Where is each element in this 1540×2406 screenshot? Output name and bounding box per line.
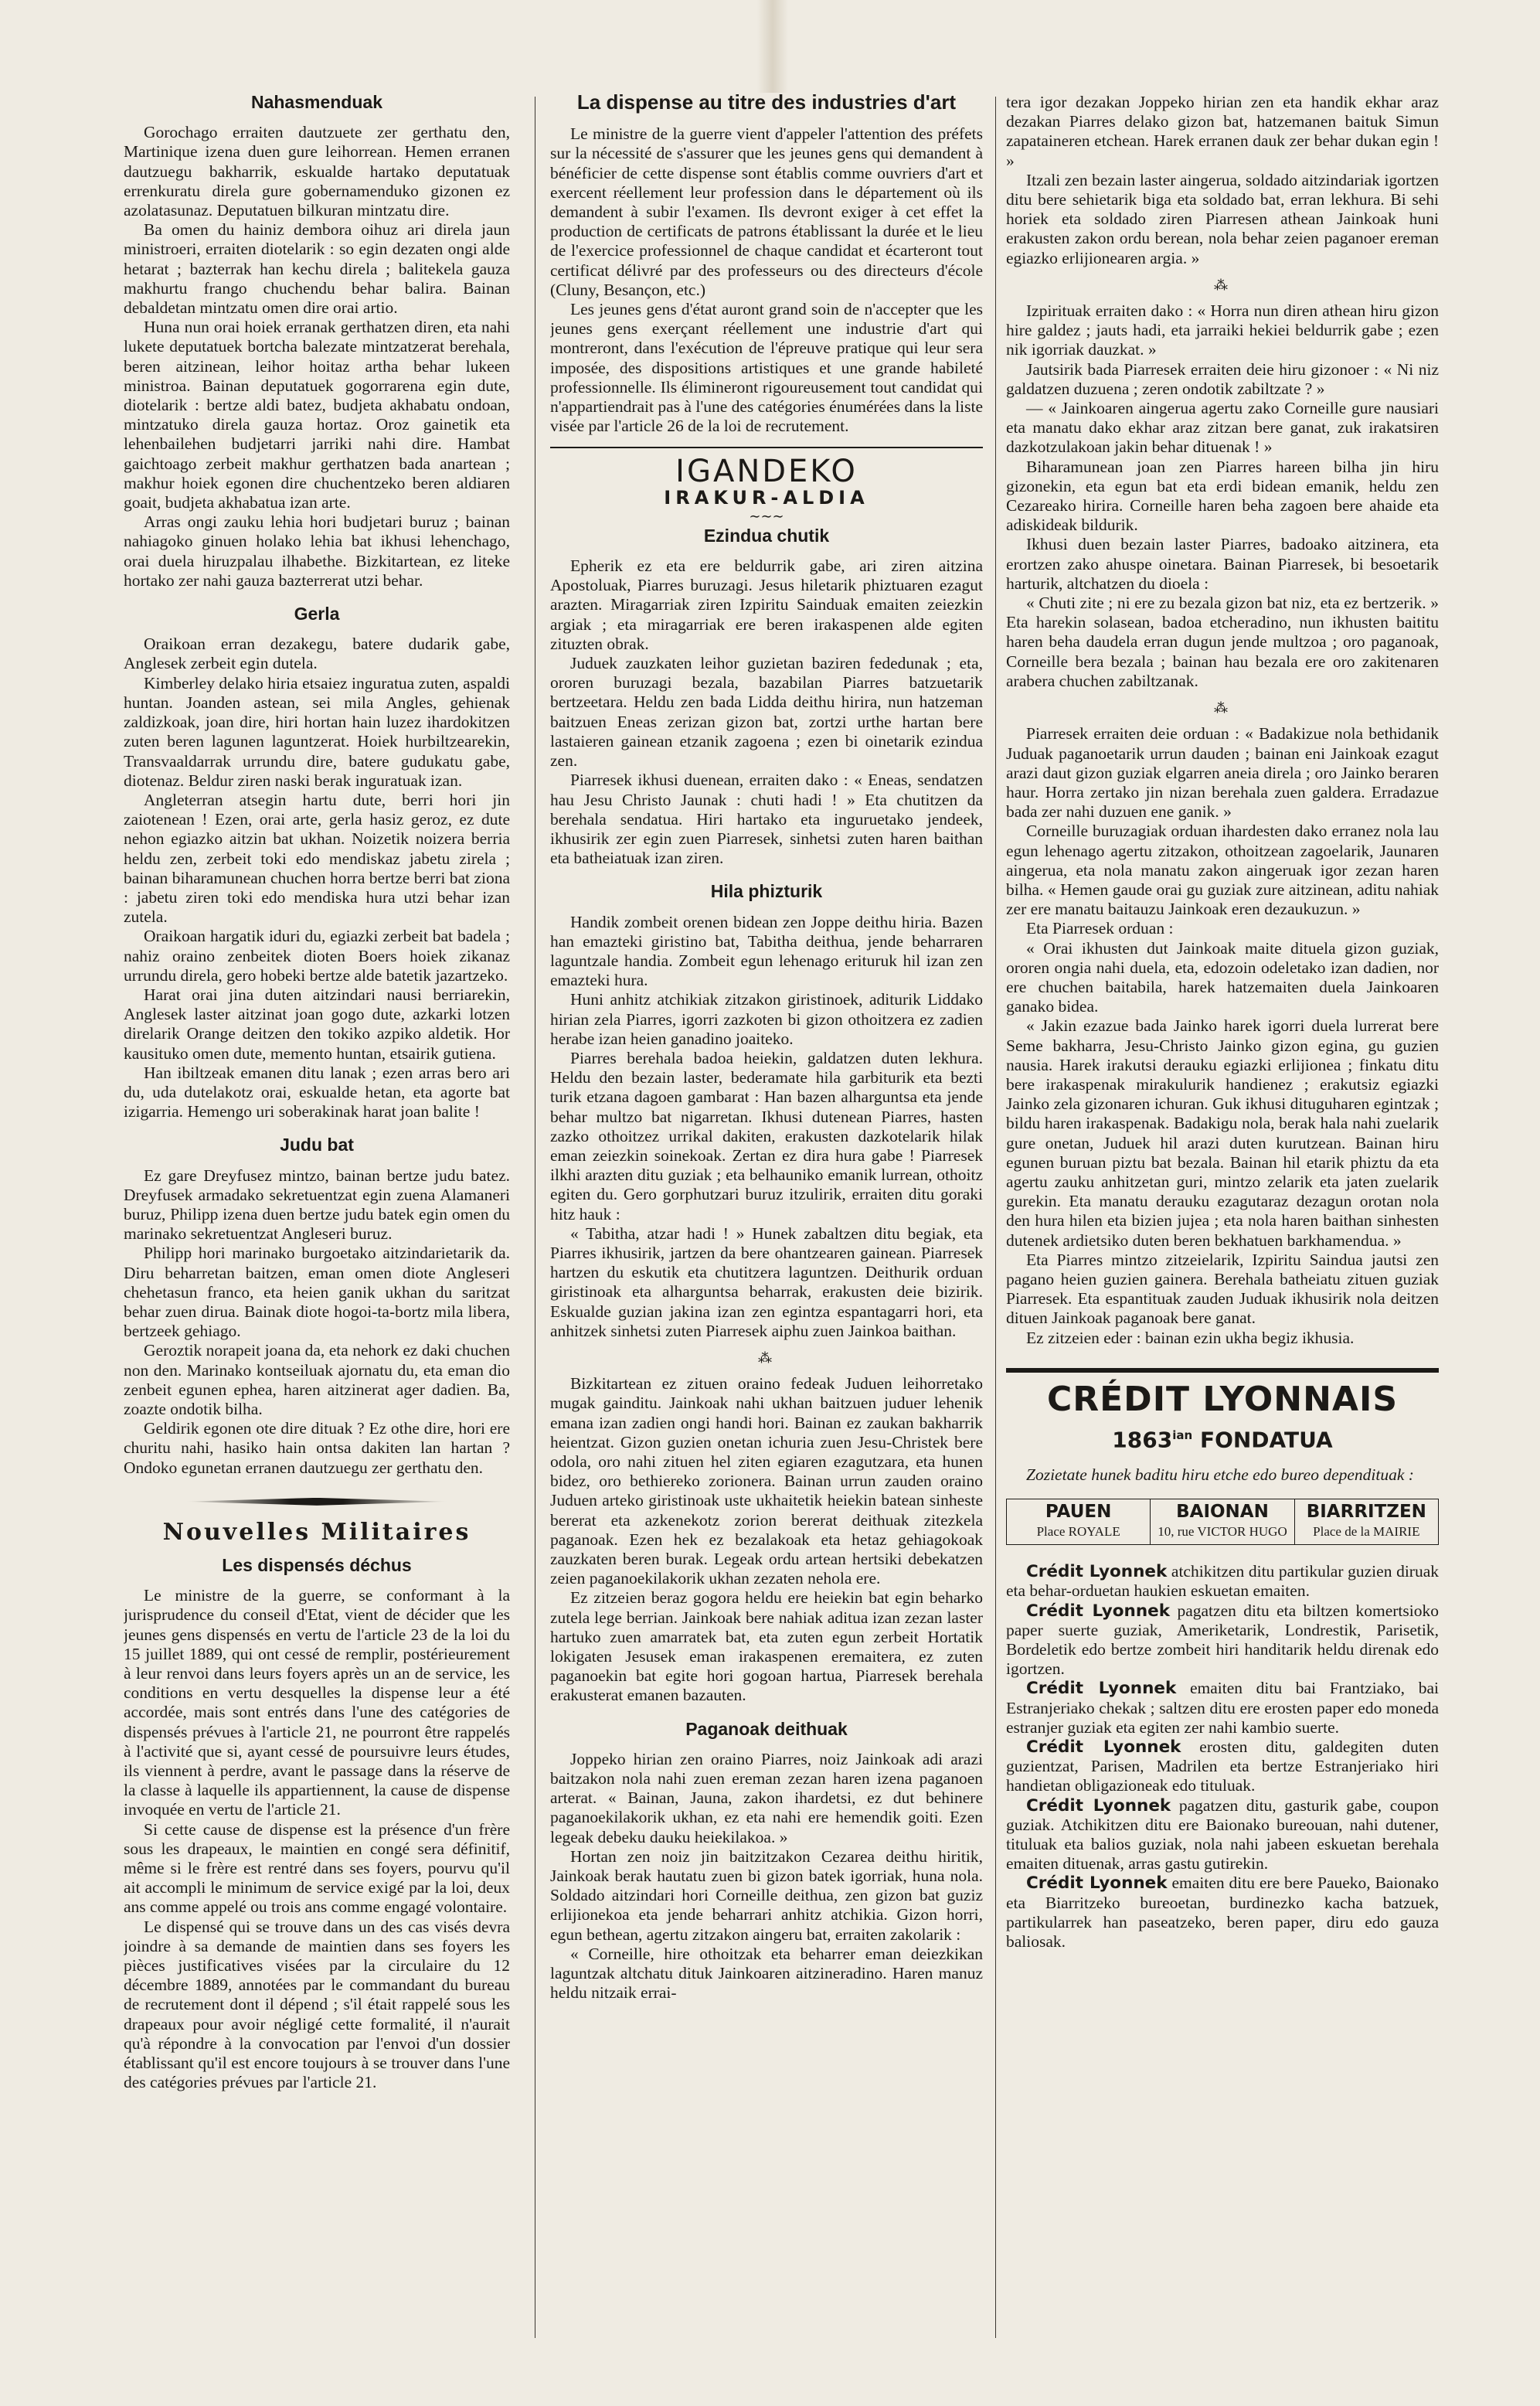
- section-banner: Nouvelles Militaires: [162, 1518, 471, 1546]
- column-right: [1006, 93, 1439, 2380]
- paragraph: Piarres berehala badoa heiekin, galdatzen duten lekhura. Heldu den bezain laster, bederamate hila garbiturik eta bezti turik etzana dagoen gambarat : Han bazen alharguntsa eta jende behar multzo bat nigarretan. Ikhusi dutenean Piarres, hasten zazko othoitzez urrikal dakiten, erakusten dazkotelarik hilak eman zeiezkin soinekoak. Zertan ez dira hura gabe ! Piarresek ilkhi arazten ditu guziak ; eta belhauniko emanik lurrean, othoitz egiten du. Gero gorphutzari buruz itzulirik, erraiten ditu goraki hitz hauk :: [550, 1048, 983, 1223]
- ad-paragraph: [1006, 1679, 1439, 1737]
- ad-label: Crédit Lyonnek: [1026, 1795, 1171, 1816]
- wave-ornament: ∼∼∼: [749, 508, 784, 524]
- paragraph: Piarresek ikhusi duenean, erraiten dako : « Eneas, sendatzen hau Jesu Christo Jaunak : chuti hadi ! » Eta chutitzen da berehala sendatua. Hiri hartako eta inguruetako jendeek, ikhusirik zer egin zuen Piarresek, sinhetsi zuten haren baithan eta batheiatuak izan ziren.: [550, 771, 983, 868]
- branch-table: [1006, 1499, 1439, 1545]
- paragraph: Le ministre de la guerre vient d'appeler l'attention des préfets sur la nécessité de s'assurer que les jeunes gens qui demandent à bénéficier de cette dispense sont établis comme ouvriers d'art et exercent réellement leur profession dans le département où ils demandent à subir l'examen. Ils devront exiger à cet effet la production de certificats de patrons établissant la durée et le lieu de l'exercice professionnel de chaque candidat et écarteront tout certificat délivré par des professeurs ou des directeurs d'école (Cluny, Besançon, etc.): [550, 124, 983, 299]
- paragraph: Ez gare Dreyfusez mintzo, bainan bertze judu batez. Dreyfusek armadako sekretuentzat egin zuena Alamaneri buruz, Philipp izena duen bertze judu batek egin omen du marinako sekretuentzat Angleseri buruz.: [124, 1166, 510, 1244]
- ad-paragraph: [1006, 1737, 1439, 1796]
- founded-word: FONDATUA: [1199, 1427, 1333, 1453]
- ad-paragraph: [1006, 1796, 1439, 1874]
- paragraph: Les jeunes gens d'état auront grand soin de n'accepter que les jeunes gens exerçant réellement une industrie d'art qui montreront, dans l'exécution de l'épreuve pratique qui leur sera imposée, des dispositions artistiques et une grande habileté professionnelle. Ils élimineront rigoureusement tout candidat qui n'appartiendrait pas à l'une des catégories énumérées dans la liste visée par l'article 26 de la loi de recrutement.: [550, 300, 983, 436]
- ad-top-rule: [1006, 1368, 1439, 1373]
- paragraph: Geroztik norapeit joana da, eta nehork ez daki chuchen non den. Marinako kontseiluak ajornatu du, eta eman dio zenbeit egunen ephea, haren aitzinerat ager dadien. Ba, zoazte ondotik bilha.: [124, 1341, 510, 1418]
- paragraph: Arras ongi zauku lehia hori budjetari buruz ; bainan nahiagoko ginuen holako lehia bat ikhusi lehenchago, orai duela hiruzpalau ilhabethe. Bizkitartean, ez liteke hortako zer nahi gauza bazterrerat utzi behar.: [124, 512, 510, 590]
- ad-founded: [1006, 1426, 1439, 1453]
- paragraph: Le ministre de la guerre, se conformant à la jurisprudence du conseil d'Etat, vient de décider que les jeunes gens dispensés en vertu de l'article 23 de la loi du 15 juillet 1889, qui ont cessé de remplir, postérieurement à leur renvoi dans leurs foyers après un an de service, les conditions en vertu desquelles la dispense leur a été accordée, mais sont entrés dans l'une des catégories de dispensés prévues à l'article 21, ne pourront être rappelés à l'activité que si, ayant cessé de poursuivre leurs études, ils viennent à perdre, avant le passage dans la réserve de la classe à laquelle ils appartiennent, la cause de dispense invoquée en vertu de l'article 21.: [124, 1586, 510, 1819]
- paragraph: « Jakin ezazue bada Jainko harek igorri duela lurrerat bere Seme bakharra, Jesu-Christo Jainko gizon egina, gu guzien nausia. Harek irakutsi derauku egiazki erlijionea ; finkatu ditu bere irakaspenak mirakulurik handienez ; erakutsiz egiazki Jainko zela gizonaren ichuran. Guk ikhusi dituguharen egintzak ; bildu haren irakaspenak. Badakigu nola, berak hala nahi zuelarik gure onetan, Juduek hil arazi duten kurutzean. Bainan hiru egunen buruan piztu bat bezala. Bainan hil etarik phiztu da eta agertu zauku anhitzetan guri, mintzo zelarik eta jaten zuelarik gurekin. Eta manatu derauku ezagutaraz dezagun orotan nola den hura hilen eta bizien jujea ; eta nola haren baithan sinhesten dutenek ardietsiko duten beren bekhatuen barkhamendua. »: [1006, 1016, 1439, 1250]
- section-title: Les dispensés déchus: [222, 1555, 412, 1576]
- masthead-subtitle: IRAKUR-ALDIA: [664, 486, 869, 509]
- asterism: ⁂: [1214, 700, 1231, 716]
- section-title: Gerla: [294, 604, 340, 624]
- paragraph: Piarresek erraiten deie orduan : « Badakizue nola bethidanik Juduak paganoetarik urrun dauden ; bainan eni Jainkoak ezagut arazi daut gizon guziak elgarren aneia direla ; oro Jainko beraren haur. Horra zertako jin nizan berehala zuen galdera. Erradazue bada zer nahi duzuen ene ganik. »: [1006, 724, 1439, 822]
- asterism: ⁂: [1214, 277, 1231, 293]
- ad-text: erosten ditu, galdegiten duten guzientzat, Parisen, Madrilen eta bertze Estranjeriako hiri handietan obligazioneak edo tituluak.: [1006, 1737, 1439, 1795]
- ad-text: atchikitzen ditu partikular guzien diruak eta behar-orduetan haukien eskuetan emaiten.: [1006, 1562, 1439, 1601]
- paragraph: Angleterran atsegin hartu dute, berri hori jin zaiotenean ! Ezen, orai arte, gerla hasiz geroz, ez dute nehon egiazko aitzin bat ukhan. Noizetik noizera berria heldu zen, zerbeit toki edo mendiskaz jabetu zirela ; bainan biharamunean chuchen horra bertze berri bat ziona : jabetu ziren toki edo mendiska hura utzi behar izan zutela.: [124, 790, 510, 927]
- paper-fold: [757, 0, 788, 93]
- column-middle: [550, 93, 983, 2380]
- paragraph: Zozietate hunek baditu hiru etche edo bureo dependituak :: [1026, 1465, 1414, 1484]
- paragraph: « Corneille, hire othoitzak eta beharrer eman deiezkikan laguntzak altchatu dituk Jainkoaren aitzineradino. Haren manuz heldu nitzaik errai-: [550, 1944, 983, 2003]
- paragraph: Corneille buruzagiak orduan ihardesten dako erranez nola lau egun lehenago agertu zitzakon, othoitzean zagoelarik, Jaunaren aingerua, eta nola manatu zakon aingeruak igor zezan haren bilha. « Hemen gaude orai gu guziak zure aitzinean, aditu nahiak zer ere manatu baitauzu Jainkoak eren dezaukuzun. »: [1006, 822, 1439, 919]
- section-title: Judu bat: [280, 1135, 354, 1155]
- branch-city: PAUEN: [1045, 1501, 1112, 1522]
- paragraph: Jautsirik bada Piarresek erraiten deie hiru gizonoer : « Ni niz galdatzen duzuena ; zeren ondotik zabiltzate ? »: [1006, 359, 1439, 398]
- paragraph: Han ibiltzeak emanen ditu lanak ; ezen arras bero ari du, uda dutelakotz orai, eskualde hetan, eta agorte bat izigarria. Hemengo uri soberakinak harat joan balite !: [124, 1063, 510, 1121]
- founded-year: 1863: [1112, 1427, 1173, 1453]
- ad-text: emaiten ditu ere bere Paueko, Baionako eta Biarritzeko bureoetan, burdinezko kacha batzuek, partikularrek han paseatzeko, beren paper, diru edo gauza baliosak.: [1006, 1873, 1439, 1951]
- branch-city: BIARRITZEN: [1306, 1501, 1426, 1522]
- branch-biarritz: [1295, 1499, 1438, 1544]
- paragraph: Juduek zauzkaten leihor guzietan baziren fededunak ; eta, ororen buruzagi bezala, bazabilan Piarres batzuetarik bertzeetara. Heldu zen bada Lidda deithu hirira, nun hatzeman baitzuen Eneas zerizan gizon bat, zortzi urthe hartan bere lastaieren gainean etzanik zagoena ; ezen bi oinetarik ezindua zen.: [550, 654, 983, 771]
- ad-label: Crédit Lyonnek: [1026, 1601, 1171, 1621]
- paragraph: Joppeko hirian zen oraino Piarres, noiz Jainkoak adi arazi baitzakon nola nahi zuen ereman zezan haren izena paganoen arterat. « Bainan, Jauna, zakon ihardetsi, ez dut behinere paganoekilakorik ukhan, ez eta nahi ere hemendik goiti. Ezen legeak debeku dauku heiekilakoa. »: [550, 1749, 983, 1846]
- paragraph: Kimberley delako hiria etsaiez inguratua zuten, aspaldi huntan. Joanden astean, sei mila Angles, gehienak zaldizkoak, joan dire, hiri hortan hain luzez ihardokitzen zuten beren lagunen laguntzerat. Hoiek hurbiltzearekin, Transvaaldarrak urrundu dire, batere gudukatu gabe, diotenaz. Beldur ziren naski berak inguratuak izan.: [124, 673, 510, 790]
- branch-city: BAIONAN: [1176, 1501, 1269, 1522]
- paragraph: Bizkitartean ez zituen oraino fedeak Juduen leihorretako mugak gainditu. Jainkoak nahi ukhan baitzuen juduer lehenik emana izan zadien ongi handi hori. Bainan ez zaukan bakharrik heientzat. Gizon guzien onetan ichuria zuen Jesu-Christek bere odola, oro nahi zituen hel ziten egiaren ezagutzara, eta hunen bidez, oro bethiereko zorionera. Bainan urrun zauden oraino Juduen arteko giristinoak uste ukhaitetik heiekin batean sinheste bererat eta azkenekotz zorion bererat deithuak zitezkela paganoak. Ezen hek ez bezalakoak eta hetaz gehiagokoak zauzkaten beren burak. Legeak ordu artean hertsiki debekatzen zeien paganoekilakorik ukhan zezaten nehola ere.: [550, 1374, 983, 1588]
- ad-text: pagatzen ditu eta biltzen komertsioko paper suerte guziak, Ameriketarik, Londrestik, Parisetik, Bordeletik edo bertze zombeit hiri handitarik heldu direnak edo igortzen.: [1006, 1601, 1439, 1679]
- paragraph: Ez zitzeien eder : bainan ezin ukha begiz ikhusia.: [1026, 1328, 1355, 1347]
- paragraph: Oraikoan hargatik iduri du, egiazki zerbeit bat badela ; nahiz oraino zenbeitek dioten Boers hoiek zikanaz urrundu direla, gero hobeki bertze alde batetik jazartzeko.: [124, 927, 510, 985]
- paragraph: « Chuti zite ; ni ere zu bezala gizon bat niz, eta ez bertzerik. » Eta harekin solasean, badoa etcheradino, nun ikhusten baititu haren beha daudela erran dugun jende multzoa ; oro paganoak, Corneille bera bezala ; bainan hau bezala ere oro zakitenaren arabera chuchen zabiltzanak.: [1006, 594, 1439, 690]
- masthead-title: IGANDEKO: [550, 447, 983, 482]
- paragraph: Huna nun orai hoiek erranak gerthatzen diren, eta nahi lukete deputatuek bortcha balezate mintzatzerat berehala, beren aitzinean, leihor hoitaz artha behar lukeen ministroa. Bainan deputatuek gogorrarena egin dute, diotelarik : bertze aldi batez, budjeta akhabatu ondoan, mintzatuko direla gauza hortaz. Oroz gainetik eta lehenbailehen budjetarri jarriki nahi dire. Hambat gaichtoago zerbeit makhur gerthatzen bada anartean ; makhur hoiek egonen dire chuchentzeko beren aldiaren goait, budjeta akhabatua izan arte.: [124, 318, 510, 512]
- ad-paragraph: [1006, 1601, 1439, 1679]
- column-rule: [995, 97, 996, 2338]
- ad-paragraph: [1006, 1562, 1439, 1601]
- section-title: Nahasmenduak: [250, 93, 382, 112]
- paragraph: Geldirik egonen ote dire dituak ? Ez othe dire, hori ere churitu nahi, hasiko hain ontsa dakiten lan hartan ? Ondoko egunetan erranen dautzuegu zer gerthatu den.: [124, 1419, 510, 1477]
- paragraph: Biharamunean joan zen Piarres hareen bilha jin hiru gizonekin, eta egun bat eta erdi bidean emanik, heldu zen Cezareako hirira. Corneille haren beha zagoen bere ahaide eta adiskideak bildurik.: [1006, 457, 1439, 535]
- ad-label: Crédit Lyonnek: [1026, 1737, 1181, 1757]
- ad-title: CRÉDIT LYONNAIS: [1046, 1379, 1399, 1419]
- paragraph: Huni anhitz atchikiak zitzakon giristinoek, aditurik Liddako hirian zela Piarres, igorri zazkoten bi gizon othoitzera ez zadien herabe izan heien ganadino joaiteko.: [550, 990, 983, 1048]
- ad-paragraph: [1006, 1873, 1439, 1952]
- paragraph: — « Jainkoaren aingerua agertu zako Corneille gure nausiari eta manatu dako ekhar araz zitzan bere ganat, zuk irakatsiren dazkotzulakoan jakin behar dituenak ! »: [1006, 399, 1439, 457]
- paragraph: Izpirituak erraiten dako : « Horra nun diren athean hiru gizon hire galdez ; jauts hadi, eta jarraiki hekiei beldurrik gabe ; ezen nik igorriak dauzkat. »: [1006, 301, 1439, 359]
- ad-label: Crédit Lyonnek: [1026, 1679, 1177, 1699]
- branch-bayonne: [1151, 1499, 1294, 1544]
- branch-pau: [1007, 1499, 1151, 1544]
- paragraph: Si cette cause de dispense est la présence d'un frère sous les drapeaux, le maintien en congé sera définitif, même si le frère est rentré dans ses foyers, pourvu qu'il ait accompli le minimum de service exigé par la loi, deux ans comme appelé ou trois ans comme engagé volontaire.: [124, 1819, 510, 1917]
- paragraph: Le dispensé qui se trouve dans un des cas visés devra joindre à sa demande de maintien dans ses foyers les pièces justificatives visées par la circulaire du 12 décembre 1889, annotées par le commandant du bureau de recrutement dont il dépend ; s'il était rappelé sous les drapeaux pour avoir négligé cette formalité, il n'aurait qu'à répondre à la convocation par l'envoi d'un dossier établissant qu'il est encore toujours à se trouver dans l'une des catégories prévues par l'article 21.: [124, 1917, 510, 2092]
- paragraph: Ba omen du hainiz dembora oihuz ari direla jaun ministroeri, erraiten diotelarik : so egin dezaten ongi alde hetarat ; bazterrak han kechu direla ; balitekela gauza makhurtu frango chuchendu behar balira. Bainan debaldetan mintzatu omen dire orai artio.: [124, 220, 510, 318]
- ad-label: Crédit Lyonnek: [1026, 1873, 1168, 1894]
- paragraph: Epherik ez eta ere beldurrik gabe, ari ziren aitzina Apostoluak, Piarres buruzagi. Jesus hiletarik phiztuaren ezagut arazten. Miragarriak ziren Izpiritu Sainduak emaiten zeiezkin argiak ; eta miragarriak ere beren irakaspenen alde egiten zituzten obrak.: [550, 556, 983, 653]
- paragraph: Eta Piarres mintzo zitzeielarik, Izpiritu Saindua jautsi zen pagano heien guzien gainera. Berehala batheiatu zituen guziak Piarresek. Eta espantituak zauden Juduak ikhusirik nola deitzen dituen Jainkoak paganoak bere ganat.: [1006, 1250, 1439, 1328]
- ornamental-divider: [185, 1498, 448, 1506]
- branch-address: Place ROYALE: [1036, 1523, 1120, 1539]
- paragraph: Ez zitzeien beraz gogora heldu ere heiekin bat egin beharko zutela lege berrian. Jainkoak bere nahiak aditua izan zezan laster hartuko zuen amarratek bat, eta zuten egun zerbeit Hortatik lokigaten Jesusek eman irakaspenen eremaitera, ez zuten paganoekin bat egite hori gogoan hartua, Piarresek berehala erakusterat emanen bazauten.: [550, 1588, 983, 1705]
- section-title: Paganoak deithuak: [685, 1718, 848, 1739]
- section-title: La dispense au titre des industries d'art: [576, 93, 957, 114]
- paragraph: « Orai ikhusten dut Jainkoak maite dituela gizon guziak, ororen ongia nahi duela, eta, edozoin odeletako izan dadien, nor ere chuchen baitabila, harek hatzemaiten duela Jainkoaren ganako bidea.: [1006, 938, 1439, 1016]
- ad-text: pagatzen ditu, gasturik gabe, coupon guziak. Atchikitzen ditu ere Baionako bureouan, nahi dutener, tituluak eta balios guziak, nola nahi jabeen eskuetan berehala emaiten dituenak, arras gastu gutirekin.: [1006, 1795, 1439, 1873]
- founded-suffix: ian: [1172, 1428, 1193, 1442]
- asterism: ⁂: [758, 1349, 775, 1366]
- ad-text: emaiten ditu bai Frantziako, bai Estranjeriako chekak ; saltzen ditu ere erosten paper edo moneda estranjer guziak eta egiten zer nahi kambio suerte.: [1006, 1679, 1439, 1737]
- paragraph: Harat orai jina duten aitzindari nausi berriarekin, Anglesek laster aitzinat joan gogo dute, azkarki lotzen direlarik Orange deitzen den tokiko azpiko aldetik. Hor kausituko omen dute, memento huntan, etsairik gutiena.: [124, 985, 510, 1063]
- paragraph: Gorochago erraiten dautzuete zer gerthatu den, Martinique izena duen gure leihorrean. Hemen erranen dautzuegu bakharrik, eskualde hartako deputatuak errenkuratu direla gure gobernamenduko gizonen ez azolatasunaz. Deputatuen bilkuran mintzatu dire.: [124, 123, 510, 220]
- paragraph: Hortan zen noiz jin baitzitzakon Cezarea deithu hiritik, Jainkoak berak hautatu zuen bi gizon batek igorriak, huna nola. Soldado aitzindari hori Corneille deithua, zen gizon bat guziz erlijionekoa eta jende beharrari anhitz atchikia. Gizon horri, egun bethean, agertu zitzakon aingeru bat, erraiten zakolarik :: [550, 1846, 983, 1944]
- paragraph: « Tabitha, atzar hadi ! » Hunek zabaltzen ditu begiak, eta Piarres ikhusirik, jartzen da bere ohantzearen gainean. Piarresek hartzen du eskutik eta chutitzera laguntzen. Deithurik orduan giristinoak eta alharguntsa beharrak, erakusten deie bizirik. Eskualde guzian jakina izan zen egintza espantagarri hori, eta anhitzek sinhetsi zuten Piarresek aiphu zuen Jainkoa baithan.: [550, 1223, 983, 1340]
- paragraph: Philipp hori marinako burgoetako aitzindarietarik da. Diru beharretan baitzen, eman omen diote Angleseri chehetasun franco, eta heien ganik ukhan du saritzat behar zuen dirua. Bainak diote hogoi-ta-bortz mila libera, bertzeek gehiago.: [124, 1244, 510, 1341]
- paragraph: Handik zombeit orenen bidean zen Joppe deithu hiria. Bazen han emazteki giristino bat, Tabitha deithua, jende beharraren laguntzale handia. Zombeit egun lehenago erituruk hil izan zen emazteki hura.: [550, 912, 983, 990]
- branch-address: 10, rue VICTOR HUGO: [1158, 1523, 1287, 1539]
- section-title: Hila phizturik: [710, 881, 823, 902]
- paragraph: Eta Piarresek orduan :: [1026, 919, 1174, 938]
- paragraph: Oraikoan erran dezakegu, batere dudarik gabe, Anglesek zerbeit egin dutela.: [124, 635, 510, 673]
- paragraph: Ikhusi duen bezain laster Piarres, badoako aitzinera, eta erortzen zako ahuspe oinetara. Bainan Piarresek, bi besoetarik harturik, altchatzen du dioela :: [1006, 535, 1439, 593]
- column-left: [124, 93, 510, 2380]
- paragraph: Itzali zen bezain laster aingerua, soldado aitzindariak igortzen ditu bere sehietarik biga eta soldado bat, erran lekhura. Bi sehi horiek eta soldado ziren Piarresen athean Jainkoak huni erakusten zakon ordu berean, nola behar zeien paganoer ereman egiazko erlijionearen argia. »: [1006, 170, 1439, 267]
- section-title: Ezindua chutik: [703, 525, 830, 546]
- paragraph: tera igor dezakan Joppeko hirian zen eta handik ekhar araz dezakan Piarres delako gizon bat, hatzemanen baituk Simun zapataineren etchean. Harek erranen dauk zer behar dukan egin ! »: [1006, 93, 1439, 170]
- ad-label: Crédit Lyonnek: [1026, 1562, 1168, 1582]
- branch-address: Place de la MAIRIE: [1313, 1523, 1420, 1539]
